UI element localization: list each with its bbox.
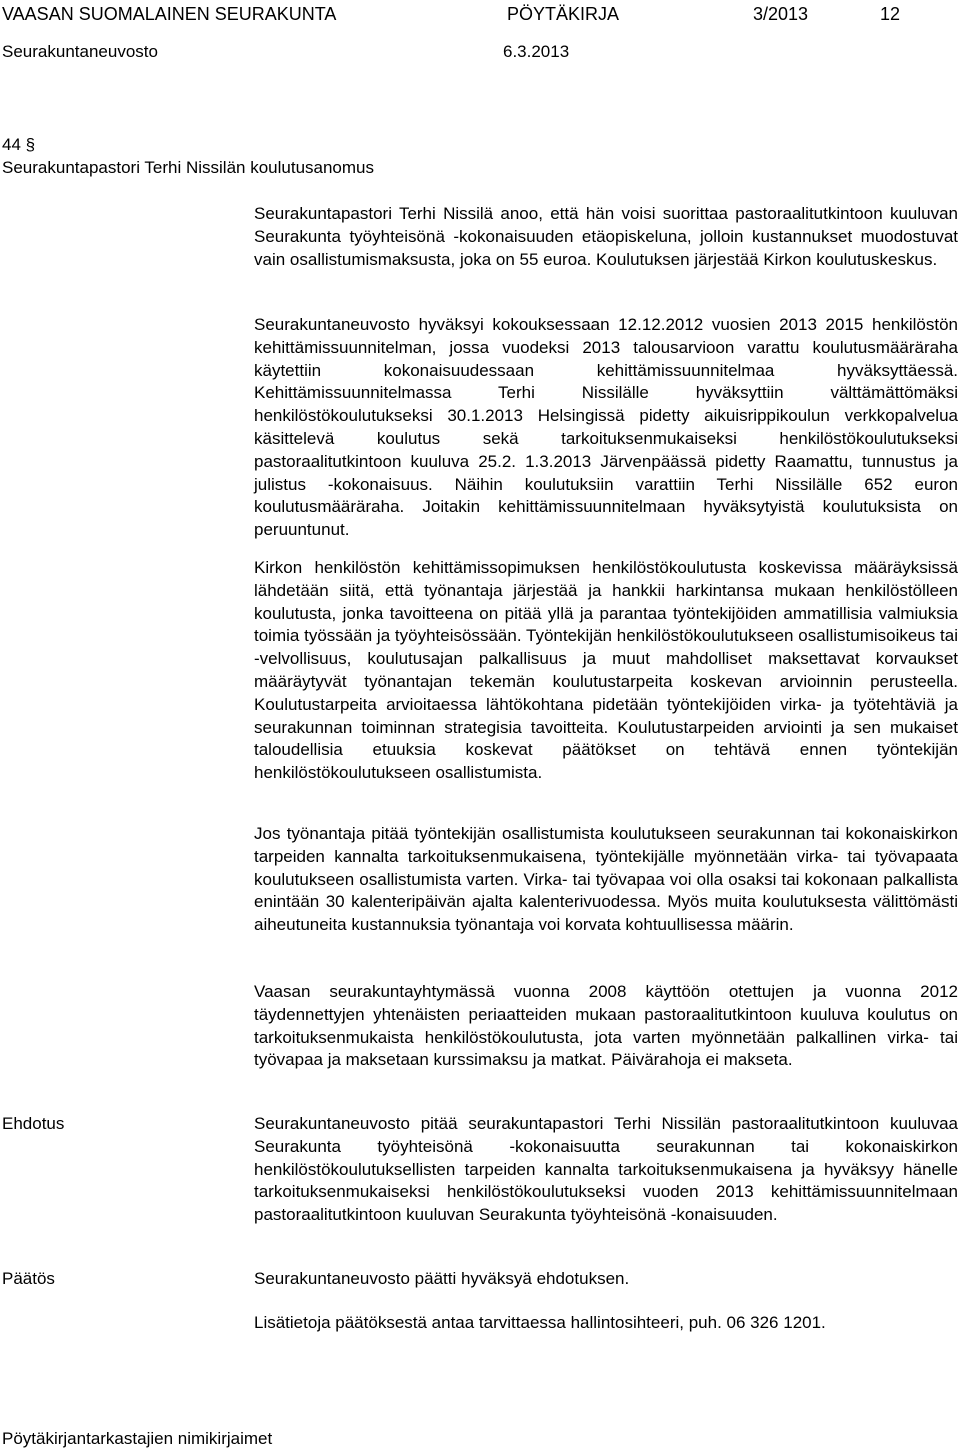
paragraph-3-block xyxy=(254,557,958,785)
paragraph-principles: Vaasan seurakuntayhtymässä vuonna 2008 käyttöön otettujen ja vuonna 2012 täydennettyjen yhtenäisten periaatteiden mukaan pastoraalitutkintoon kuuluva koulutus on tarkoituksenmukaista henkilöstökoulutusta, jota varten myönnetään palkallinen virka- tai työvapaa ja maksetaan kurssimaksu ja matkat. Päivärahoja ei makseta. xyxy=(254,982,958,1070)
proposal-block xyxy=(254,1113,958,1227)
header-org: VAASAN SUOMALAINEN SEURAKUNTA xyxy=(2,4,337,24)
paragraph-development-plan: Seurakuntaneuvosto hyväksyi kokouksessaan 12.12.2012 vuosien 2013 2015 henkilöstön kehittämissuunnitelman, jossa vuodeksi 2013 talousarvioon varattu koulutusmääräraha käytettiin kokonaisuudessaan kehittämissuunnitelmaa hyväksyttäessä. Kehittämissuunnitelmassa Terhi Nissilälle hyväksyttiin välttämättömäksi henkilöstökoulutukseksi 30.1.2013 Helsingissä pidetty aikuisrippikoulun verkkopalvelua käsittelevä koulutus sekä tarkoituksenmukaiseksi henkilöstökoulutukseksi pastoraalitutkintoon kuuluva 25.2. 1.3.2013 Järvenpäässä pidetty Raamattu, tunnustus ja julistus -kokonaisuus. Näihin koulutuksiin varattiin Terhi Nissilälle 652 euron koulutusmääräraha. Joitakin kehittämissuunnitelmaan hyväksytyistä koulutuksista on peruuntunut. xyxy=(254,315,958,540)
header-page-no: 12 xyxy=(880,4,901,24)
proposal-label: Ehdotus xyxy=(2,1114,65,1133)
body-name: Seurakuntaneuvosto xyxy=(2,42,158,61)
decision-label: Päätös xyxy=(2,1269,55,1288)
paragraph-5-block xyxy=(254,981,958,1072)
section-number-value: 44 xyxy=(2,135,21,154)
paragraph-4-block xyxy=(254,823,958,937)
section-number xyxy=(2,134,35,156)
paragraph-agreement: Kirkon henkilöstön kehittämissopimuksen henkilöstökoulutusta koskevissa määräyksissä lähdetään siitä, että työnantaja järjestää ja hankkii harkintansa mukaan henkilöstölleen koulutusta, jonka tavoitteena on pitää yllä ja parantaa työntekijöiden ammatillisia valmiuksia toimia työssään ja työyhteisössään. Työntekijän henkilöstökoulutukseen osallistumisoikeus tai -velvollisuus, koulutusajan palkallisuus ja muut mahdolliset maksettavat korvaukset määräytyvät työnantajan tekemän koulutustarpeita koskevan arvioinnin perusteella. Koulutustarpeita arvioitaessa lähtökohtana pidetään työntekijöiden virka- ja työtehtäviä ja seurakunnan toiminnan strategisia tavoitteita. Koulutustarpeiden arviointi ja sen mukaiset taloudellisia etuuksia koskevat päätökset on tehtävä ennen työntekijän henkilöstökoulutukseen osallistumista. xyxy=(254,558,958,783)
section-mark: § xyxy=(25,135,36,154)
paragraph-leave: Jos työnantaja pitää työntekijän osallistumista koulutukseen seurakunnan tai kokonaiskirkon tarpeiden kannalta tarkoituksenmukaisena, työntekijälle myönnetään virka- tai työvapaata koulutukseen osallistumista varten. Virka- tai työvapaa voi olla osaksi tai kokonaan palkallista enintään 30 kalenteripäivän ajalta kalenterivuodessa. Myös muita koulutuksesta välittömästi aiheutuneita kustannuksia työnantaja voi korvata kohtuullisessa määrin. xyxy=(254,824,958,935)
info-text: Lisätietoja päätöksestä antaa tarvittaessa hallintosihteeri, puh. 06 326 1201. xyxy=(254,1313,826,1332)
info-block xyxy=(254,1312,958,1335)
paragraph-2-block xyxy=(254,314,958,542)
paragraph-1-block xyxy=(254,203,958,271)
header-meeting-no: 3/2013 xyxy=(753,4,809,24)
meeting-date: 6.3.2013 xyxy=(503,42,570,61)
header-doc-type: PÖYTÄKIRJA xyxy=(507,4,620,24)
paragraph-application: Seurakuntapastori Terhi Nissilä anoo, että hän voisi suorittaa pastoraalitutkintoon kuuluvan Seurakunta työyhteisönä -kokonaisuuden etäopiskeluna, jolloin kustannukset muodostuvat vain osallistumismaksusta, joka on 55 euroa. Koulutuksen järjestää Kirkon koulutuskeskus. xyxy=(254,204,958,269)
footer-initials-label: Pöytäkirjantarkastajien nimikirjaimet xyxy=(2,1429,273,1448)
decision-text: Seurakuntaneuvosto päätti hyväksyä ehdotuksen. xyxy=(254,1269,630,1288)
section-title: Seurakuntapastori Terhi Nissilän koulutusanomus xyxy=(2,158,374,177)
decision-block xyxy=(254,1268,958,1291)
proposal-text: Seurakuntaneuvosto pitää seurakuntapastori Terhi Nissilän pastoraalitutkintoon kuuluvaa Seurakunta työyhteisönä -kokonaisuutta seurakunnan tai kokonaiskirkon henkilöstökoulutuksellisten tarpeiden kannalta tarkoituksenmukaisena ja hyväksyy hänelle tarkoituksenmukaiseksi henkilöstökoulutukseksi vuoden 2013 kehittämissuunnitelmaan pastoraalitutkintoon kuuluvan Seurakunta työyhteisönä -konaisuuden. xyxy=(254,1114,958,1225)
